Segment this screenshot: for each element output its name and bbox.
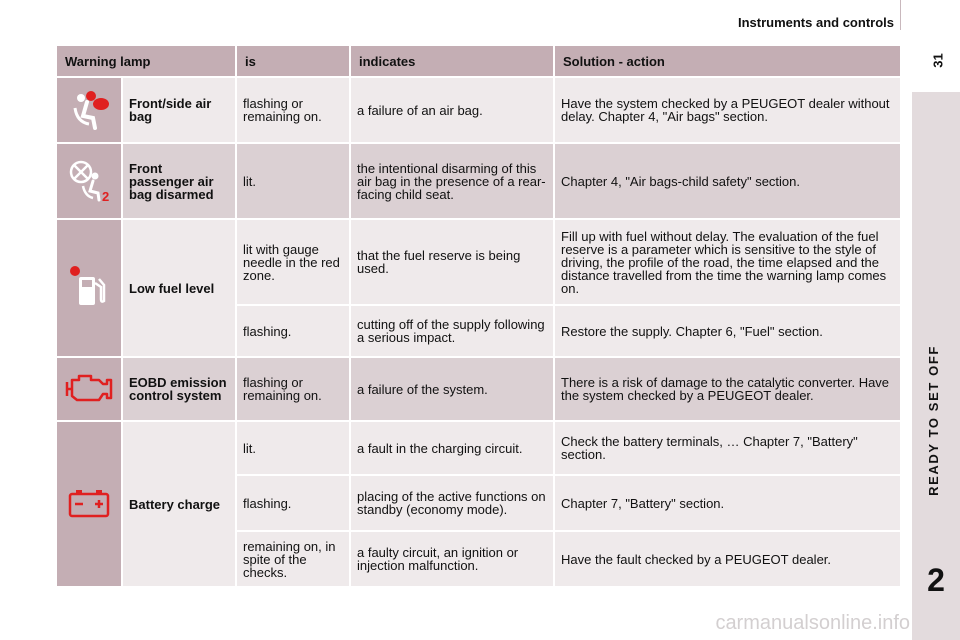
cell-indicates: a failure of the system. xyxy=(351,358,553,420)
cell-solution: Have the fault checked by a PEUGEOT dealer. xyxy=(555,532,900,586)
icon-cell xyxy=(57,78,121,142)
table-row xyxy=(57,422,900,474)
icon-cell xyxy=(57,220,121,356)
table-header-row xyxy=(57,46,900,76)
cell-is: lit with gauge needle in the red zone. xyxy=(237,220,349,304)
airbag-warning-icon xyxy=(67,86,111,134)
cell-is: lit. xyxy=(237,144,349,218)
cell-solution: Fill up with fuel without delay. The evaluation of the fuel reserve is a parameter which is sensitive to the style of driving, the profile of the road, the time elapsed and the distance travelled from the time the warning lamp comes on. xyxy=(555,220,900,304)
header-divider xyxy=(900,0,901,30)
icon-cell xyxy=(57,422,121,586)
table-row xyxy=(57,358,900,420)
watermark-text: carmanualsonline.info xyxy=(715,612,910,634)
cell-indicates: the intentional disarming of this air bag in the presence of a rear-facing child seat. xyxy=(351,144,553,218)
cell-indicates: a fault in the charging circuit. xyxy=(351,422,553,474)
lamp-name: EOBD emission control system xyxy=(123,358,235,420)
column-header-warning-lamp: Warning lamp xyxy=(57,46,235,76)
table-row xyxy=(57,220,900,304)
svg-text:2: 2 xyxy=(102,189,110,204)
cell-is: flashing or remaining on. xyxy=(237,78,349,142)
airbag-disarmed-icon xyxy=(65,156,113,206)
cell-solution: Restore the supply. Chapter 6, "Fuel" section. xyxy=(555,306,900,356)
cell-is: remaining on, in spite of the checks. xyxy=(237,532,349,586)
table-row xyxy=(57,144,900,218)
icon-cell xyxy=(57,358,121,420)
cell-is: flashing. xyxy=(237,306,349,356)
cell-solution: Chapter 4, "Air bags-child safety" section. xyxy=(555,144,900,218)
cell-indicates: placing of the active functions on standby (economy mode). xyxy=(351,476,553,530)
page-header-title: Instruments and controls xyxy=(737,15,894,30)
battery-icon xyxy=(66,486,112,522)
cell-is: flashing or remaining on. xyxy=(237,358,349,420)
lamp-name: Front/side air bag xyxy=(123,78,235,142)
cell-solution: Chapter 7, "Battery" section. xyxy=(555,476,900,530)
cell-is: lit. xyxy=(237,422,349,474)
engine-icon xyxy=(63,370,115,408)
column-header-indicates: indicates xyxy=(351,46,553,76)
cell-is: flashing. xyxy=(237,476,349,530)
cell-solution: Have the system checked by a PEUGEOT dealer without delay. Chapter 4, "Air bags" section. xyxy=(555,78,900,142)
cell-solution: Check the battery terminals, … Chapter 7, "Battery" section. xyxy=(555,422,900,474)
column-header-is: is xyxy=(237,46,349,76)
fuel-pump-icon xyxy=(67,263,111,313)
cell-indicates: cutting off of the supply following a serious impact. xyxy=(351,306,553,356)
section-title: READY TO SET OFF xyxy=(925,344,941,496)
lamp-name: Battery charge xyxy=(123,422,235,586)
column-header-solution: Solution - action xyxy=(555,46,900,76)
section-tab xyxy=(915,290,951,550)
page-number xyxy=(925,40,951,80)
cell-indicates: a faulty circuit, an ignition or injection malfunction. xyxy=(351,532,553,586)
lamp-name: Low fuel level xyxy=(123,220,235,356)
icon-cell xyxy=(57,144,121,218)
cell-solution: There is a risk of damage to the catalytic converter. Have the system checked by a PEUGEOT dealer. xyxy=(555,358,900,420)
page-number-label: 31 xyxy=(930,52,946,68)
cell-indicates: a failure of an air bag. xyxy=(351,78,553,142)
section-number: 2 xyxy=(927,562,945,598)
table-row xyxy=(57,78,900,142)
warning-lamp-table xyxy=(55,44,902,588)
cell-indicates: that the fuel reserve is being used. xyxy=(351,220,553,304)
lamp-name: Front passenger air bag disarmed xyxy=(123,144,235,218)
